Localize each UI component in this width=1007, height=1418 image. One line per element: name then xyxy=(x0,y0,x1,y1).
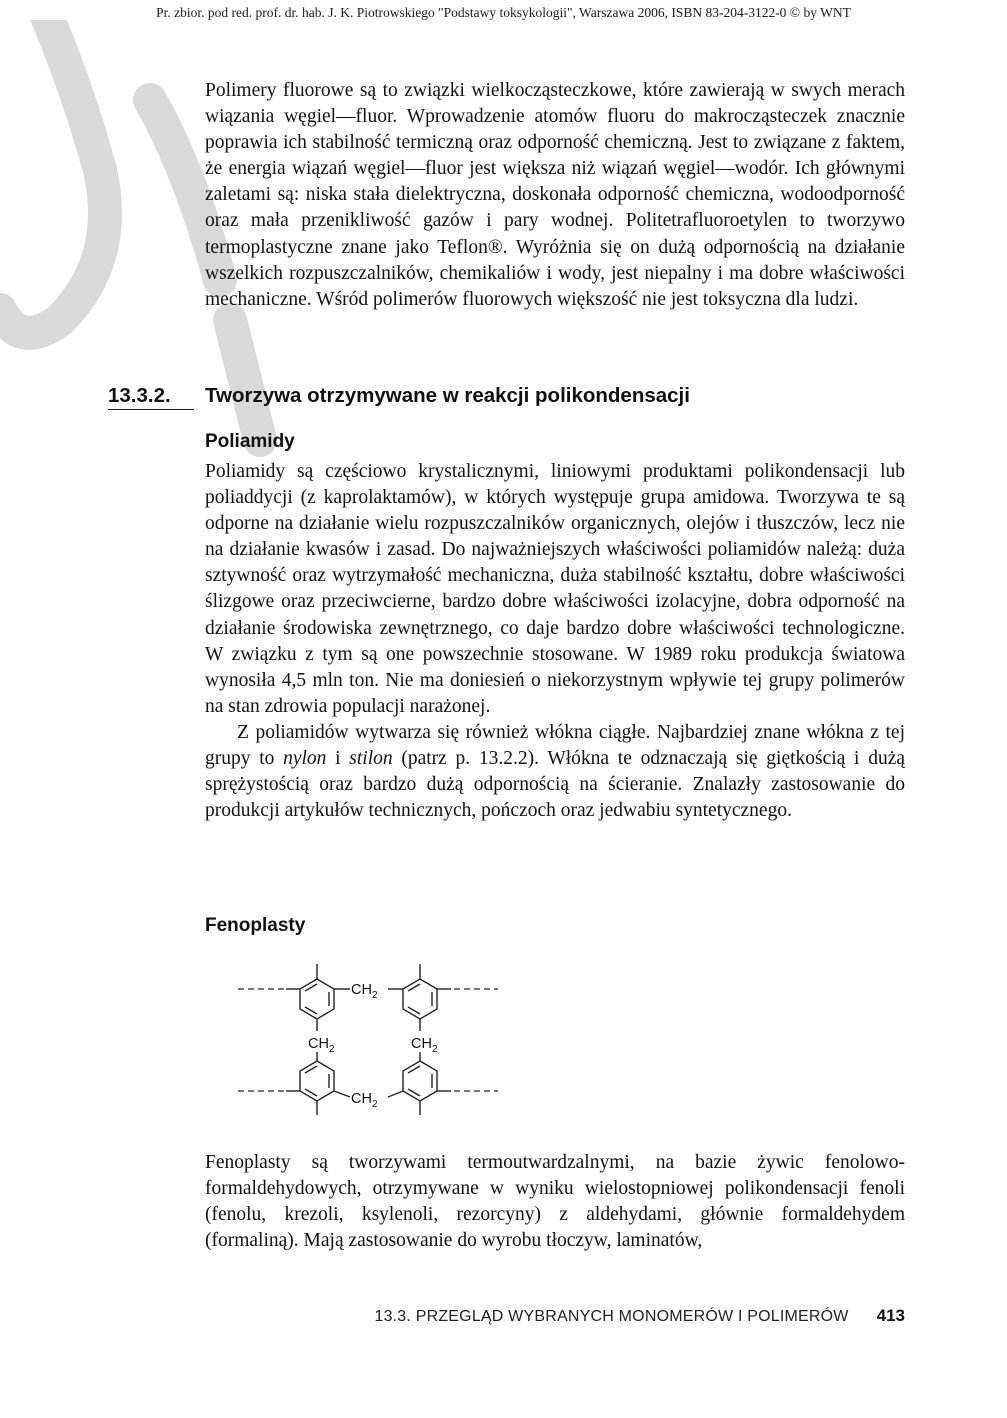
section-number: 13.3.2. xyxy=(108,381,194,410)
phenoplast-structure-diagram xyxy=(230,955,510,1125)
page-number: 413 xyxy=(876,1306,905,1325)
paragraph-fenoplasty: Fenoplasty są tworzywami termoutwardzalnymi, na bazie żywic fenolowo-formaldehydowych, otrzymywane w wyniku wielostopniowej polikondensacji fenoli (fenolu, krezoli, ksylenoli, rezorcyny) z aldehydami, głównie formaldehydem (formaliną). Mają zastosowanie do wyrobu tłoczyw, laminatów, xyxy=(205,1152,905,1252)
ch2-bridge-right: $CH_2$ xyxy=(411,1036,438,1055)
conjunction: i xyxy=(326,748,350,770)
ch2-bridge-left: $CH_2$ xyxy=(308,1036,335,1055)
section-title: Tworzywa otrzymywane w reakcji polikondensacji xyxy=(205,384,690,407)
poliamidy-text-after: (patrz p. 13.2.2). Włókna te odznaczają się giętkością i dużą sprężystością oraz bardzo dużą odpornością na ścieranie. Znalazły zastosowanie do produkcji artykułów technicznych, pończoch oraz jedwabiu syntetycznego. xyxy=(205,748,906,822)
page-footer xyxy=(0,1306,905,1334)
subheading-poliamidy: Poliamidy xyxy=(205,431,295,452)
page-header-citation: Pr. zbior. pod red. prof. dr. hab. J. K. Piotrowskiego "Podstawy toksykologii", Warszawa 2006, ISBN 83-204-3122-0 © by WNT xyxy=(156,5,851,20)
fenoplasty-block xyxy=(205,1150,905,1254)
poliamidy-block xyxy=(205,459,905,824)
intro-block xyxy=(205,78,905,313)
term-stilon: stilon xyxy=(349,748,393,770)
paragraph-poliamidy-2 xyxy=(205,720,905,824)
ch2-bridge-top: $CH_2$ xyxy=(351,982,378,1001)
running-footer-chapter: 13.3. PRZEGLĄD WYBRANYCH MONOMERÓW I POLIMERÓW xyxy=(374,1308,849,1325)
poliamidy-text-before: Z poliamidów wytwarza się również włókna ciągłe. Najbardziej znane włókna z tej grupy to xyxy=(205,721,905,770)
term-nylon: nylon xyxy=(283,748,327,770)
ch2-bridge-bottom: $CH_2$ xyxy=(351,1091,378,1110)
subheading-fenoplasty: Fenoplasty xyxy=(205,915,306,936)
section-heading xyxy=(108,381,908,411)
paragraph-poliamidy-1: Poliamidy są częściowo krystalicznymi, liniowymi produktami polikondensacji lub poliaddycji (z kaprolaktamów), w których występuje grupa amidowa. Tworzywa te są odporne na działanie wielu rozpuszczalników organicznych, olejów i tłuszczów, lecz nie na działanie kwasów i zasad. Do najważniejszych właściwości poliamidów należą: duża sztywność oraz wytrzymałość mechaniczna, duża stabilność kształtu, dobre właściwości ślizgowe oraz przeciwcierne, bardzo dobre właściwości izolacyjne, dobra odporność na działanie środowiska zewnętrznego, co daje bardzo dobre właściwości technologiczne. W związku z tym są one powszechnie stosowane. W 1989 roku produkcja światowa wynosiła 4,5 mln ton. Nie ma doniesień o niekorzystnym wpływie tej grupy polimerów na stan zdrowia populacji narażonej. xyxy=(205,461,905,717)
paragraph-fluoropolymers: Polimery fluorowe są to związki wielkocząsteczkowe, które zawierają w swych merach wiązania węgiel—fluor. Wprowadzenie atomów fluoru do makrocząsteczek znacznie poprawia ich stabilność termiczną oraz odporność chemiczną. Jest to związane z faktem, że energia wiązań węgiel—fluor jest większa niż wiązań węgiel—wodór. Ich głównymi zaletami są: niska stała dielektryczna, doskonała odporność chemiczna, wodoodporność oraz mała przenikliwość gazów i pary wodnej. Politetrafluoroetylen to tworzywo termoplastyczne znane jako Teflon®. Wyróżnia się on dużą odpornością na działanie wszelkich rozpuszczalników, chemikaliów i wody, jest niepalny i ma dobre właściwości mechaniczne. Wśród polimerów fluorowych większość nie jest toksyczna dla ludzi. xyxy=(205,80,905,310)
